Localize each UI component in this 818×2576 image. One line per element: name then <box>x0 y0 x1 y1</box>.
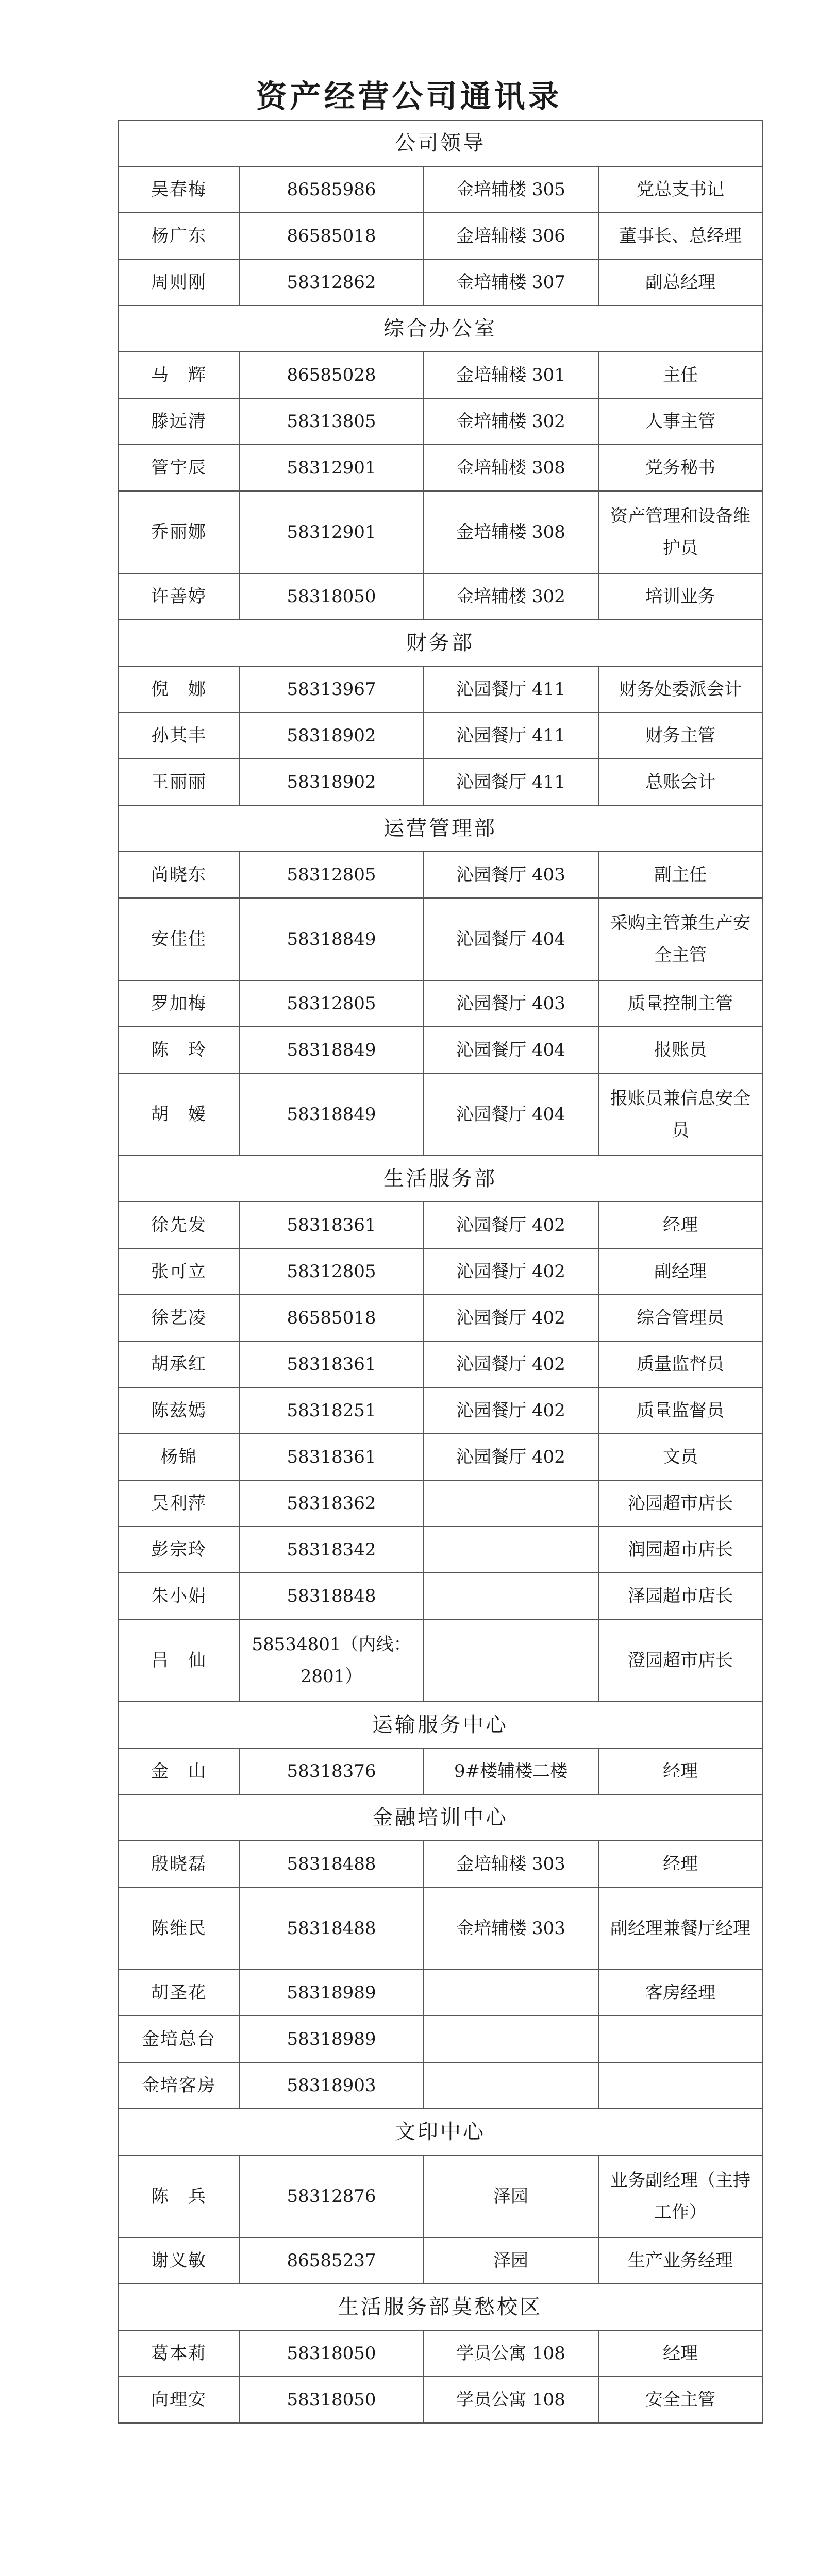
contact-role: 培训业务 <box>598 573 762 620</box>
contact-row <box>118 713 762 759</box>
contact-name: 吴春梅 <box>118 166 240 213</box>
section-title: 生活服务部莫愁校区 <box>118 2284 762 2330</box>
contact-row <box>118 898 762 980</box>
contact-role: 安全主管 <box>598 2377 762 2423</box>
contact-role: 财务主管 <box>598 713 762 759</box>
section-title: 财务部 <box>118 620 762 666</box>
contact-role: 业务副经理（主持工作） <box>598 2155 762 2238</box>
section-title: 文印中心 <box>118 2109 762 2155</box>
contact-role: 副经理兼餐厅经理 <box>598 1887 762 1970</box>
contact-location: 金培辅楼 307 <box>423 259 598 306</box>
contact-role <box>598 2062 762 2109</box>
contact-phone: 58318989 <box>240 2016 423 2062</box>
contact-role: 泽园超市店长 <box>598 1573 762 1619</box>
contact-name: 向理安 <box>118 2377 240 2423</box>
contact-location: 沁园餐厅 411 <box>423 713 598 759</box>
contact-name: 彭宗玲 <box>118 1527 240 1573</box>
contact-phone: 58318376 <box>240 1748 423 1794</box>
contact-phone: 58318342 <box>240 1527 423 1573</box>
contact-role: 沁园超市店长 <box>598 1480 762 1527</box>
contact-role: 董事长、总经理 <box>598 213 762 259</box>
contact-location: 沁园餐厅 411 <box>423 666 598 713</box>
section-title: 金融培训中心 <box>118 1794 762 1841</box>
contact-row <box>118 759 762 805</box>
contact-name: 安佳佳 <box>118 898 240 980</box>
contact-role: 综合管理员 <box>598 1295 762 1341</box>
contact-location <box>423 1619 598 1702</box>
contact-location: 学员公寓 108 <box>423 2377 598 2423</box>
contact-row <box>118 2062 762 2109</box>
contact-phone: 86585028 <box>240 352 423 398</box>
contact-role: 经理 <box>598 1841 762 1887</box>
contact-phone: 58318251 <box>240 1387 423 1434</box>
contact-phone: 58318849 <box>240 1027 423 1073</box>
section-title: 运营管理部 <box>118 805 762 852</box>
contact-location: 沁园餐厅 404 <box>423 898 598 980</box>
contact-name: 尚晓东 <box>118 852 240 898</box>
contact-location <box>423 1970 598 2016</box>
contact-phone: 58312901 <box>240 491 423 573</box>
contact-name: 吕 仙 <box>118 1619 240 1702</box>
contact-name: 葛本莉 <box>118 2330 240 2377</box>
contact-row <box>118 2155 762 2238</box>
section-header-row <box>118 1156 762 1202</box>
contact-row <box>118 213 762 259</box>
contact-row <box>118 2238 762 2284</box>
contact-location: 沁园餐厅 402 <box>423 1387 598 1434</box>
contact-location: 金培辅楼 302 <box>423 573 598 620</box>
section-header-row <box>118 620 762 666</box>
contact-role: 总账会计 <box>598 759 762 805</box>
contact-location: 沁园餐厅 404 <box>423 1073 598 1156</box>
contact-role: 质量监督员 <box>598 1341 762 1387</box>
contact-name: 金 山 <box>118 1748 240 1794</box>
contact-name: 许善婷 <box>118 573 240 620</box>
section-header-row <box>118 1794 762 1841</box>
contact-name: 胡圣花 <box>118 1970 240 2016</box>
section-header-row <box>118 2284 762 2330</box>
contact-name: 杨广东 <box>118 213 240 259</box>
contact-role: 采购主管兼生产安全主管 <box>598 898 762 980</box>
contact-phone: 58318849 <box>240 898 423 980</box>
contact-role: 质量控制主管 <box>598 980 762 1027</box>
contact-role: 主任 <box>598 352 762 398</box>
contact-name: 胡承红 <box>118 1341 240 1387</box>
contact-role: 资产管理和设备维护员 <box>598 491 762 573</box>
contact-role: 报账员 <box>598 1027 762 1073</box>
contact-role: 经理 <box>598 1202 762 1248</box>
contact-phone: 86585018 <box>240 213 423 259</box>
contact-location: 泽园 <box>423 2238 598 2284</box>
contact-phone: 58312901 <box>240 445 423 491</box>
contact-name: 金培客房 <box>118 2062 240 2109</box>
contact-row <box>118 2377 762 2423</box>
contact-name: 朱小娟 <box>118 1573 240 1619</box>
contact-phone: 58318050 <box>240 2330 423 2377</box>
contact-name: 陈维民 <box>118 1887 240 1970</box>
contact-name: 乔丽娜 <box>118 491 240 573</box>
contact-row <box>118 573 762 620</box>
contact-role: 客房经理 <box>598 1970 762 2016</box>
section-title: 综合办公室 <box>118 306 762 352</box>
contact-location <box>423 1573 598 1619</box>
contact-name: 周则刚 <box>118 259 240 306</box>
contact-row <box>118 1027 762 1073</box>
contact-role <box>598 2016 762 2062</box>
contact-location: 沁园餐厅 403 <box>423 980 598 1027</box>
section-title: 公司领导 <box>118 120 762 166</box>
contact-name: 马 辉 <box>118 352 240 398</box>
contact-name: 孙其丰 <box>118 713 240 759</box>
contact-phone: 58318488 <box>240 1887 423 1970</box>
contact-location: 沁园餐厅 402 <box>423 1341 598 1387</box>
contact-row <box>118 1480 762 1527</box>
contact-row <box>118 1295 762 1341</box>
contact-name: 徐先发 <box>118 1202 240 1248</box>
contact-name: 徐艺凌 <box>118 1295 240 1341</box>
contact-phone: 58318902 <box>240 759 423 805</box>
contact-location: 金培辅楼 306 <box>423 213 598 259</box>
contact-row <box>118 1434 762 1480</box>
section-header-row <box>118 306 762 352</box>
contact-name: 殷晓磊 <box>118 1841 240 1887</box>
contact-phone: 58318903 <box>240 2062 423 2109</box>
contact-location: 沁园餐厅 402 <box>423 1248 598 1295</box>
contact-role: 文员 <box>598 1434 762 1480</box>
page-title: 资产经营公司通讯录 <box>256 79 562 115</box>
contact-location: 沁园餐厅 411 <box>423 759 598 805</box>
contact-role: 经理 <box>598 2330 762 2377</box>
contact-name: 张可立 <box>118 1248 240 1295</box>
contact-location: 金培辅楼 308 <box>423 445 598 491</box>
contact-row <box>118 491 762 573</box>
contact-phone: 86585018 <box>240 1295 423 1341</box>
contact-row <box>118 852 762 898</box>
contact-role: 经理 <box>598 1748 762 1794</box>
contact-row <box>118 1387 762 1434</box>
section-header-row <box>118 1702 762 1748</box>
contact-phone: 86585986 <box>240 166 423 213</box>
contact-location: 金培辅楼 308 <box>423 491 598 573</box>
contact-name: 管宇辰 <box>118 445 240 491</box>
contact-location: 学员公寓 108 <box>423 2330 598 2377</box>
contact-location: 金培辅楼 303 <box>423 1887 598 1970</box>
contact-role: 党总支书记 <box>598 166 762 213</box>
contact-table <box>118 120 763 2424</box>
contact-row <box>118 1527 762 1573</box>
contact-location: 沁园餐厅 402 <box>423 1202 598 1248</box>
contact-role: 副经理 <box>598 1248 762 1295</box>
contact-role: 质量监督员 <box>598 1387 762 1434</box>
section-header-row <box>118 805 762 852</box>
contact-row <box>118 1748 762 1794</box>
contact-location <box>423 2062 598 2109</box>
contact-phone: 58318361 <box>240 1202 423 1248</box>
contact-role: 财务处委派会计 <box>598 666 762 713</box>
contact-name: 谢义敏 <box>118 2238 240 2284</box>
contact-phone: 58318902 <box>240 713 423 759</box>
contact-row <box>118 259 762 306</box>
contact-phone: 58312805 <box>240 852 423 898</box>
contact-name: 陈兹嫣 <box>118 1387 240 1434</box>
contact-location: 沁园餐厅 402 <box>423 1434 598 1480</box>
contact-location <box>423 1527 598 1573</box>
contact-location: 9#楼辅楼二楼 <box>423 1748 598 1794</box>
contact-phone: 58313805 <box>240 398 423 445</box>
contact-location: 金培辅楼 301 <box>423 352 598 398</box>
contact-phone: 58312805 <box>240 1248 423 1295</box>
contact-location: 沁园餐厅 402 <box>423 1295 598 1341</box>
contact-role: 人事主管 <box>598 398 762 445</box>
section-header-row <box>118 120 762 166</box>
contact-row <box>118 1073 762 1156</box>
contact-row <box>118 352 762 398</box>
contact-phone: 58312876 <box>240 2155 423 2238</box>
contact-phone: 58318362 <box>240 1480 423 1527</box>
contact-row <box>118 1248 762 1295</box>
contact-phone: 58313967 <box>240 666 423 713</box>
contact-role: 生产业务经理 <box>598 2238 762 2284</box>
contact-name: 胡 嫒 <box>118 1073 240 1156</box>
contact-phone: 86585237 <box>240 2238 423 2284</box>
contact-role: 党务秘书 <box>598 445 762 491</box>
contact-role: 副主任 <box>598 852 762 898</box>
contact-location <box>423 2016 598 2062</box>
contact-role: 澄园超市店长 <box>598 1619 762 1702</box>
contact-location: 金培辅楼 303 <box>423 1841 598 1887</box>
contact-row <box>118 1887 762 1970</box>
contact-name: 王丽丽 <box>118 759 240 805</box>
contact-row <box>118 1341 762 1387</box>
contact-phone: 58318361 <box>240 1341 423 1387</box>
contact-name: 杨锦 <box>118 1434 240 1480</box>
contact-row <box>118 980 762 1027</box>
contact-phone: 58534801（内线：2801） <box>240 1619 423 1702</box>
contact-role: 副总经理 <box>598 259 762 306</box>
contact-name: 倪 娜 <box>118 666 240 713</box>
contact-phone: 58318848 <box>240 1573 423 1619</box>
contact-location: 金培辅楼 302 <box>423 398 598 445</box>
contact-name: 罗加梅 <box>118 980 240 1027</box>
contact-name: 吴利萍 <box>118 1480 240 1527</box>
contact-phone: 58318361 <box>240 1434 423 1480</box>
contact-row <box>118 166 762 213</box>
contact-row <box>118 1573 762 1619</box>
contact-row <box>118 1619 762 1702</box>
contact-phone: 58318849 <box>240 1073 423 1156</box>
section-title: 运输服务中心 <box>118 1702 762 1748</box>
contact-location: 沁园餐厅 404 <box>423 1027 598 1073</box>
contact-row <box>118 1841 762 1887</box>
contact-phone: 58318050 <box>240 573 423 620</box>
contact-row <box>118 2016 762 2062</box>
contact-location <box>423 1480 598 1527</box>
contact-row <box>118 1970 762 2016</box>
contact-phone: 58318989 <box>240 1970 423 2016</box>
contact-row <box>118 445 762 491</box>
contact-name: 陈 玲 <box>118 1027 240 1073</box>
contact-role: 润园超市店长 <box>598 1527 762 1573</box>
contact-phone: 58312805 <box>240 980 423 1027</box>
contact-phone: 58318050 <box>240 2377 423 2423</box>
contact-name: 陈 兵 <box>118 2155 240 2238</box>
contact-row <box>118 666 762 713</box>
contact-role: 报账员兼信息安全员 <box>598 1073 762 1156</box>
contact-row <box>118 2330 762 2377</box>
contact-location: 泽园 <box>423 2155 598 2238</box>
contact-phone: 58312862 <box>240 259 423 306</box>
contact-name: 金培总台 <box>118 2016 240 2062</box>
contact-name: 滕远清 <box>118 398 240 445</box>
contact-location: 沁园餐厅 403 <box>423 852 598 898</box>
contact-location: 金培辅楼 305 <box>423 166 598 213</box>
section-title: 生活服务部 <box>118 1156 762 1202</box>
contact-row <box>118 1202 762 1248</box>
contact-row <box>118 398 762 445</box>
section-header-row <box>118 2109 762 2155</box>
contact-phone: 58318488 <box>240 1841 423 1887</box>
